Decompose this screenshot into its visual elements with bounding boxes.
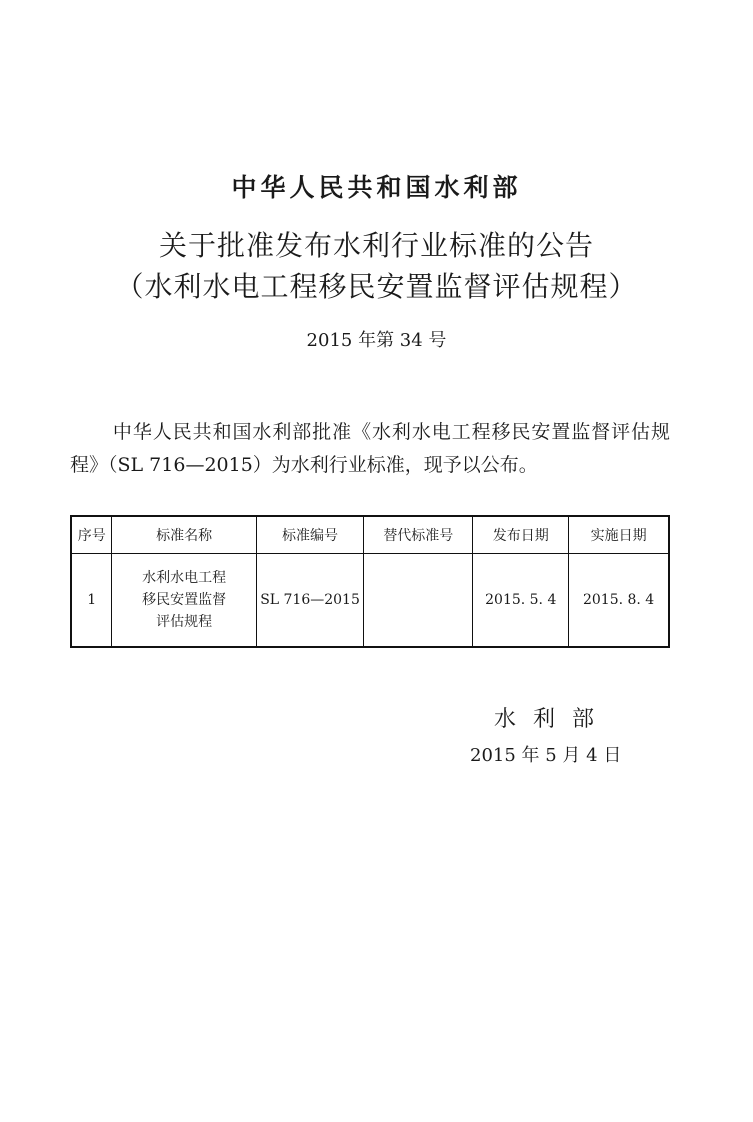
header-effective-date: 实施日期 (569, 516, 669, 554)
announcement-text: 中华人民共和国水利部批准《水利水电工程移民安置监督评估规程》（SL 716—2015）为水利行业标准，现予以公布。 (70, 421, 670, 476)
cell-standard-code: SL 716—2015 (256, 554, 364, 648)
cell-standard-name (112, 554, 256, 648)
issuing-ministry: 中华人民共和国水利部 (231, 173, 522, 202)
table-header-row (71, 516, 669, 554)
signature-date: 2015 年 5 月 4 日 (470, 745, 622, 766)
notice-title-line-2: （水利水电工程移民安置监督评估规程） (115, 270, 638, 303)
notice-title-line-1: 关于批准发布水利行业标准的公告 (158, 229, 594, 262)
cell-replaced-code (364, 554, 473, 648)
header-seq: 序号 (71, 516, 112, 554)
signature-issuer: 水 利 部 (494, 707, 599, 732)
header-publish-date: 发布日期 (473, 516, 569, 554)
cell-publish-date: 2015. 5. 4 (473, 554, 569, 648)
document-number: 2015 年第 34 号 (306, 330, 447, 351)
standard-name-line: 水利水电工程 (142, 570, 227, 586)
cell-effective-date: 2015. 8. 4 (569, 554, 669, 648)
standard-name-line: 评估规程 (156, 614, 213, 630)
cell-seq: 1 (71, 554, 112, 648)
header-standard-code: 标准编号 (256, 516, 364, 554)
standard-name-line: 移民安置监督 (142, 592, 227, 608)
standards-table (70, 515, 670, 648)
announcement-paragraph (70, 416, 670, 482)
header-standard-name: 标准名称 (112, 516, 256, 554)
table-row (71, 554, 669, 648)
header-replaced-code: 替代标准号 (364, 516, 473, 554)
